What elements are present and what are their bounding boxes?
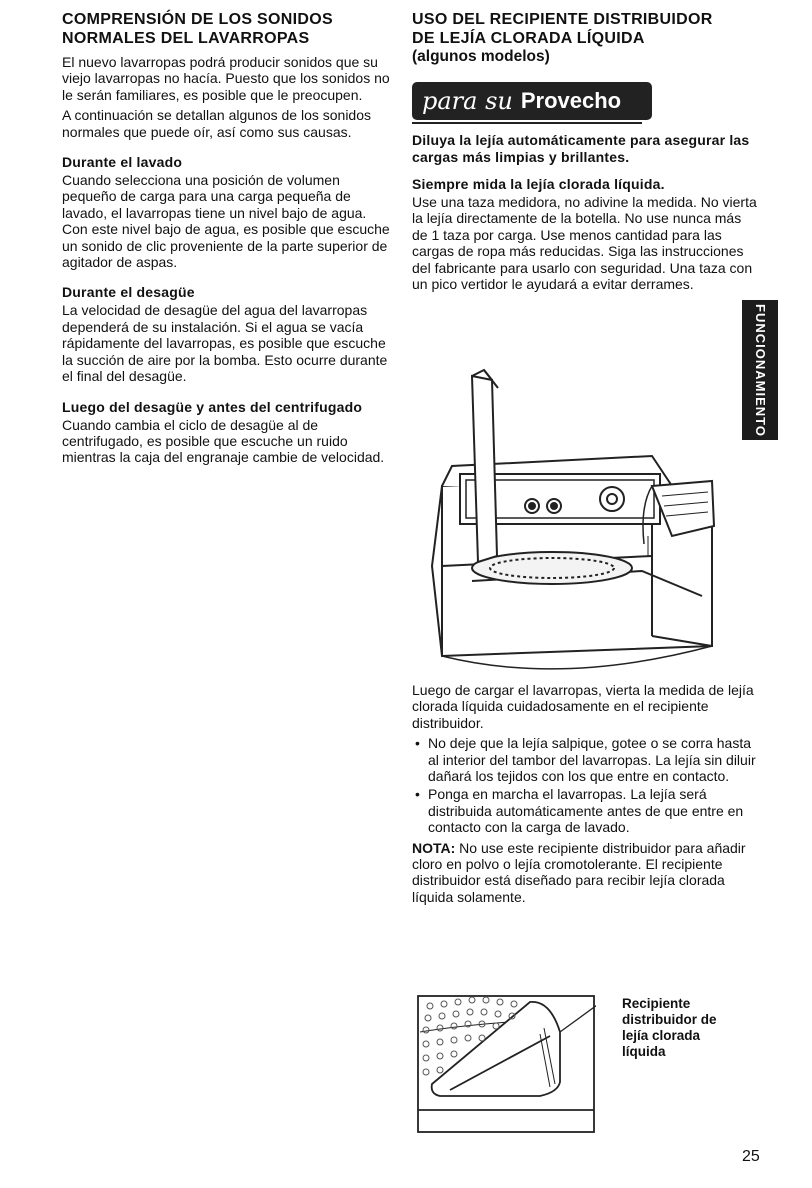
dispenser-illustration [410, 992, 596, 1134]
left-title-line-1: COMPRENSIÓN DE LOS SONIDOS [62, 11, 333, 28]
para-su-provecho-logo [412, 82, 652, 120]
intro-paragraph-2: A continuación se detallan algunos de los sonidos normales que puede oír, así como sus causas. [62, 107, 371, 140]
washer-illustration [412, 366, 722, 670]
left-title-line-2: NORMALES DEL LAVARROPAS [62, 30, 310, 47]
bullet-item-1: • No deje que la lejía salpique, gotee o se corra hasta al interior del tambor del lavarropas. La lejía sin diluir dañará los tejidos con los que entre en contacto. [412, 735, 760, 784]
left-title [62, 10, 394, 48]
measure-heading: Siempre mida la lejía clorada líquida. [412, 176, 665, 192]
lower-right-text [412, 682, 760, 905]
section-body-spin: Cuando cambia el ciclo de desagüe al de centrifugado, es posible que escuche un ruido mientras la caja del engranaje cambie de velocidad. [62, 416, 385, 466]
nota-paragraph [412, 840, 760, 906]
measure-body: Use una taza medidora, no adivine la medida. No vierta la lejía directamente de la botella. No use nunca más de 1 taza por carga. Use menos cantidad para las cargas de ropa más reducidas. Siga las instrucciones del fabricante para usarlo con seguridad. Una taza con un pico vertidor le ayudará a evitar derrames. [412, 194, 757, 293]
nota-label: NOTA: [412, 839, 456, 856]
right-title-line-2: DE LEJÍA CLORADA LÍQUIDA [412, 30, 645, 47]
right-column [412, 10, 760, 292]
section-body-draining: La velocidad de desagüe del agua del lavarropas dependerá de su instalación. Si el agua se vacía rápidamente del lavarropas, es posible que escuche la succión de aire por la bomba. Esto ocurre durante el final del desagüe. [62, 302, 388, 385]
right-subtitle: (algunos modelos) [412, 48, 550, 65]
section-heading-draining: Durante el desagüe [62, 284, 195, 301]
bleach-bullet-list [412, 735, 760, 835]
page-number: 25 [742, 1148, 760, 1165]
dispenser-label [622, 996, 717, 1060]
section-heading-spin: Luego del desagüe y antes del centrifugado [62, 398, 363, 415]
left-column [62, 10, 394, 466]
section-side-tab [742, 300, 778, 440]
bullet-item-2: • Ponga en marcha el lavarropas. La lejía será distribuida automáticamente antes de que entre en contacto con la carga de lavado. [412, 786, 760, 835]
dispenser-label-line-1: Recipiente [622, 996, 691, 1011]
dispenser-label-line-4: líquida [622, 1044, 666, 1059]
nota-body: No use este recipiente distribuidor para añadir cloro en polvo o lejía cromotolerante. El recipiente distribuidor está diseñado para recibir lejía clorada líquida solamente. [412, 839, 746, 905]
lead-text: Diluya la lejía automáticamente para asegurar las cargas más limpias y brillantes. [412, 132, 750, 165]
after-loading-paragraph: Luego de cargar el lavarropas, vierta la medida de lejía clorada líquida cuidadosamente en el recipiente distribuidor. [412, 682, 754, 731]
right-title [412, 10, 760, 48]
section-body-washing: Cuando selecciona una posición de volumen pequeño de carga para una carga pequeña de lavado, el lavarropas tiene un nivel bajo de agua. Con este nivel bajo de agua, es posible que escuche un sonido de clic proveniente de la parte superior de agitador de aspas. [62, 172, 390, 271]
right-title-line-1: USO DEL RECIPIENTE DISTRIBUIDOR [412, 11, 713, 28]
logo-underline [412, 122, 642, 124]
intro-paragraph-1: El nuevo lavarropas podrá producir sonidos que su viejo lavarropas no hacía. Puesto que los sonidos no le serán familiares, es posible que le preocupen. [62, 54, 390, 103]
dispenser-label-line-3: lejía clorada [622, 1028, 701, 1043]
logo-brand-text: Provecho [520, 88, 622, 113]
side-tab-label: FUNCIONAMIENTO [752, 303, 768, 437]
dispenser-label-line-2: distribuidor de [622, 1012, 717, 1027]
logo-script-text: para su [422, 87, 513, 115]
section-heading-washing: Durante el lavado [62, 154, 183, 171]
